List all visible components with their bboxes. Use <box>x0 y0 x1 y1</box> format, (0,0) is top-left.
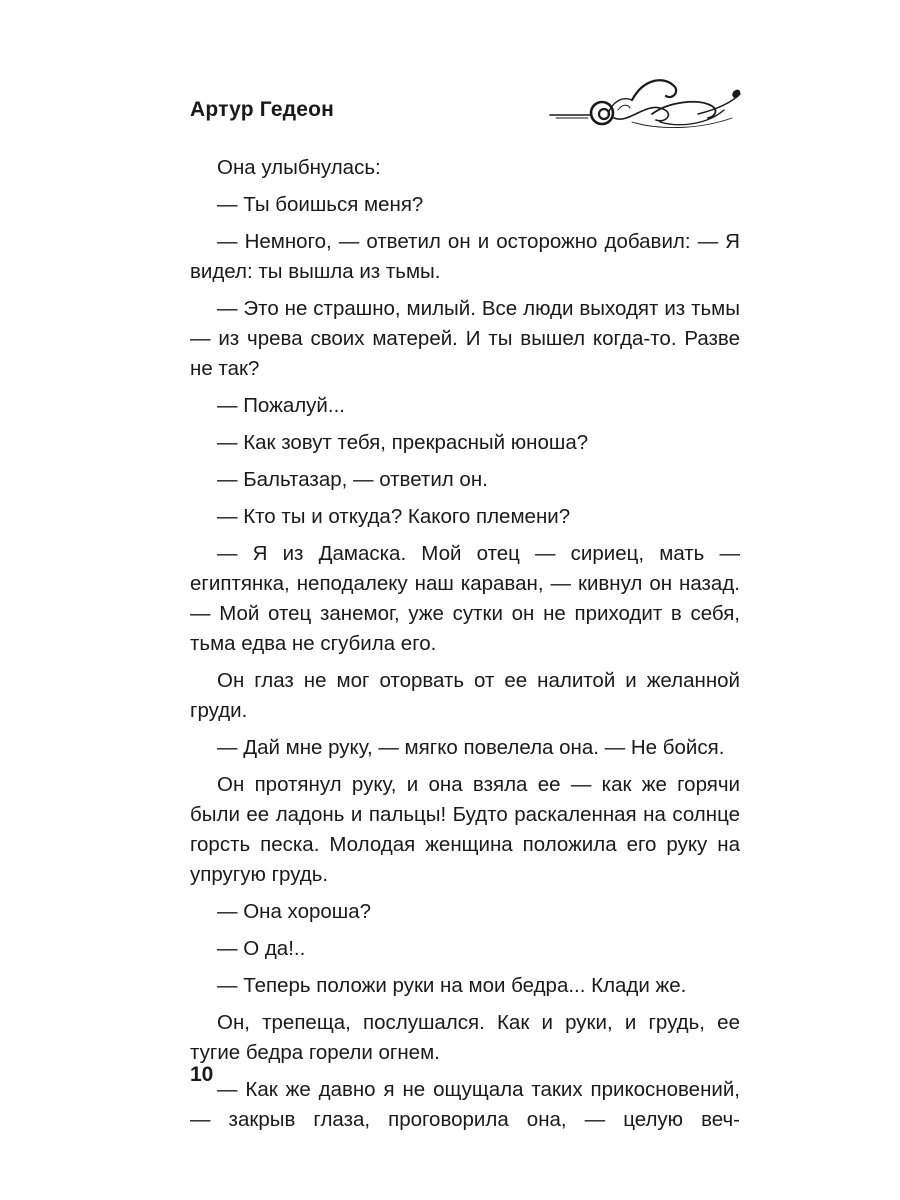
header-author: Артур Гедеон <box>190 98 335 121</box>
paragraph: — Кто ты и откуда? Какого племени? <box>217 505 571 528</box>
body-text <box>190 153 740 1142</box>
paragraph: Он, трепеща, послушался. Как и руки, и грудь, ее тугие бедра горели огнем. <box>190 1011 740 1064</box>
paragraph: — Теперь положи руки на мои бедра... Клади же. <box>217 974 687 997</box>
paragraph: — Она хороша? <box>217 900 372 923</box>
paragraph: — Ты боишься меня? <box>217 193 424 216</box>
flourish-ornament-icon <box>548 74 744 130</box>
paragraph: — Бальтазар, — ответил он. <box>217 468 488 491</box>
paragraph: — Это не страшно, милый. Все люди выходят из тьмы — из чрева своих матерей. И ты вышел когда-то. Разве не так? <box>190 297 740 380</box>
paragraph: Она улыбнулась: <box>217 156 381 179</box>
page-number: 10 <box>190 1063 214 1086</box>
paragraph: — Дай мне руку, — мягко повелела она. — Не бойся. <box>217 736 725 759</box>
paragraph: — Пожалуй... <box>217 394 345 417</box>
paragraph: Он глаз не мог оторвать от ее налитой и желанной груди. <box>190 669 740 722</box>
paragraph: — Как же давно я не ощущала таких прикосновений, — закрыв глаза, проговорила она, — целую веч- <box>190 1078 740 1131</box>
paragraph: — О да!.. <box>217 937 306 960</box>
paragraph: — Я из Дамаска. Мой отец — сириец, мать — египтянка, неподалеку наш караван, — кивнул он назад. — Мой отец занемог, уже сутки он не приходит в себя, тьма едва не сгубила его. <box>190 542 740 655</box>
paragraph: — Немного, — ответил он и осторожно добавил: — Я видел: ты вышла из тьмы. <box>190 230 740 283</box>
paragraph: Он протянул руку, и она взяла ее — как же горячи были ее ладонь и пальцы! Будто раскаленная на солнце горсть песка. Молодая женщина положила его руку на упругую грудь. <box>190 773 740 886</box>
paragraph: — Как зовут тебя, прекрасный юноша? <box>217 431 589 454</box>
